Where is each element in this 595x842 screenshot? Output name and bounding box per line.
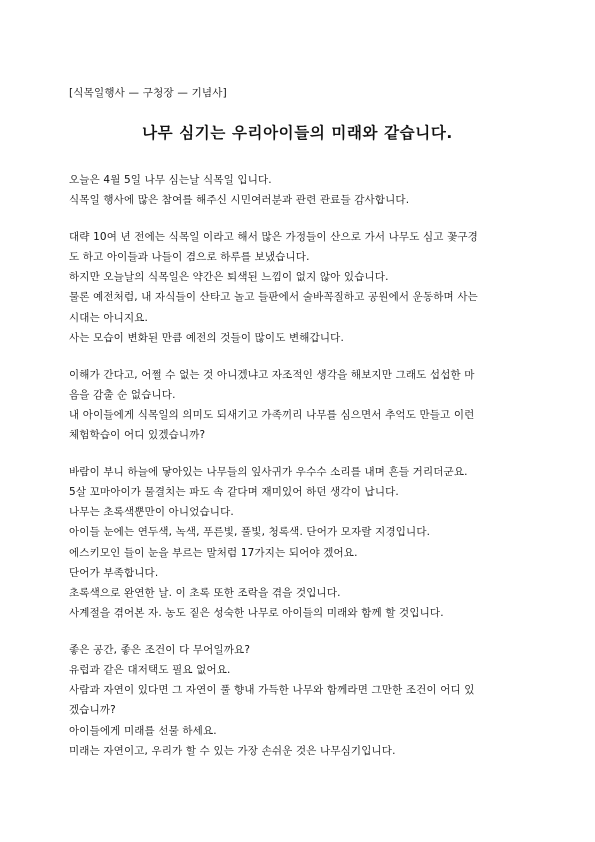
text-line: 5살 꼬마아이가 물결치는 파도 속 같다며 재미있어 하던 생각이 납니다. xyxy=(69,485,399,498)
text-line: 체험학습이 어디 있겠습니까? xyxy=(69,429,206,442)
paragraph xyxy=(69,365,539,446)
paragraph xyxy=(69,170,539,210)
text-line: 식목일 행사에 많은 참여를 해주신 시민여러분과 관련 관료들 감사합니다. xyxy=(69,194,410,207)
text-line: 에스키모인 들이 눈을 부르는 말처럼 17가지는 되어야 겠어요. xyxy=(69,546,358,559)
text-line: 오늘은 4월 5일 나무 심는날 식목일 입니다. xyxy=(69,174,272,186)
document-body xyxy=(69,170,539,777)
text-line: 음을 감출 순 없습니다. xyxy=(69,388,176,401)
text-line: 내 아이들에게 식목일의 의미도 되새기고 가족끼리 나무를 심으면서 추억도 만들고 이런 xyxy=(69,408,475,421)
text-line: 사는 모습이 변화된 만큼 예전의 것들이 많이도 변해갑니다. xyxy=(69,331,344,344)
text-line: 이해가 간다고, 어쩔 수 없는 것 아니겠냐고 자조적인 생각을 해보지만 그래도 섭섭한 마 xyxy=(69,368,475,381)
paragraph xyxy=(69,640,539,761)
text-line: 물론 예전처럼, 내 자식들이 산타고 놀고 들판에서 술바꼭질하고 공원에서 운동하며 사는 xyxy=(69,291,478,304)
text-line: 대략 10여 년 전에는 식목일 이라고 해서 많은 가정들이 산으로 가서 나무도 심고 꽃구경 xyxy=(69,230,478,243)
text-line: 사람과 자연이 있다면 그 자연이 풀 향내 가득한 나무와 함께라면 그만한 조건이 어디 있 xyxy=(69,684,475,697)
text-line: 바람이 부니 하늘에 닿아있는 나무들의 잎사귀가 우수수 소리를 내며 흔들 거리더군요. xyxy=(69,465,468,478)
document-header-tag: [식목일행사 — 구청장 — 기념사] xyxy=(69,87,227,99)
text-line: 좋은 공간, 좋은 조건이 다 무어일까요? xyxy=(69,643,251,656)
text-line: 초록색으로 완연한 날. 이 초록 또한 조락을 겪을 것입니다. xyxy=(69,586,341,599)
text-line: 나무는 초록색뿐만이 아니었습니다. xyxy=(69,506,234,519)
text-line: 아이들에게 미래를 선물 하세요. xyxy=(69,724,217,737)
text-line: 아이들 눈에는 연두색, 녹색, 푸른빛, 풀빛, 청록색. 단어가 모자랄 지경입니다. xyxy=(69,526,431,539)
text-line: 사계절을 겪어본 자. 농도 짙은 성숙한 나무로 아이들의 미래와 함께 할 것입니다. xyxy=(69,607,444,620)
document-title: 나무 심기는 우리아이들의 미래와 같습니다. xyxy=(142,124,453,142)
paragraph xyxy=(69,227,539,348)
text-line: 겠습니까? xyxy=(69,704,116,717)
text-line: 하지만 오늘날의 식목일은 약간은 퇴색된 느낌이 없지 않아 있습니다. xyxy=(69,271,389,284)
text-line: 단어가 부족합니다. xyxy=(69,566,159,579)
text-line: 도 하고 아이들과 나들이 겸으로 하루를 보냈습니다. xyxy=(69,251,310,264)
text-line: 시대는 아니지요. xyxy=(69,311,149,324)
paragraph xyxy=(69,462,539,624)
text-line: 미래는 자연이고, 우리가 할 수 있는 가장 손쉬운 것은 나무심기입니다. xyxy=(69,744,396,757)
text-line: 유럽과 같은 대저택도 필요 없어요. xyxy=(69,663,231,676)
